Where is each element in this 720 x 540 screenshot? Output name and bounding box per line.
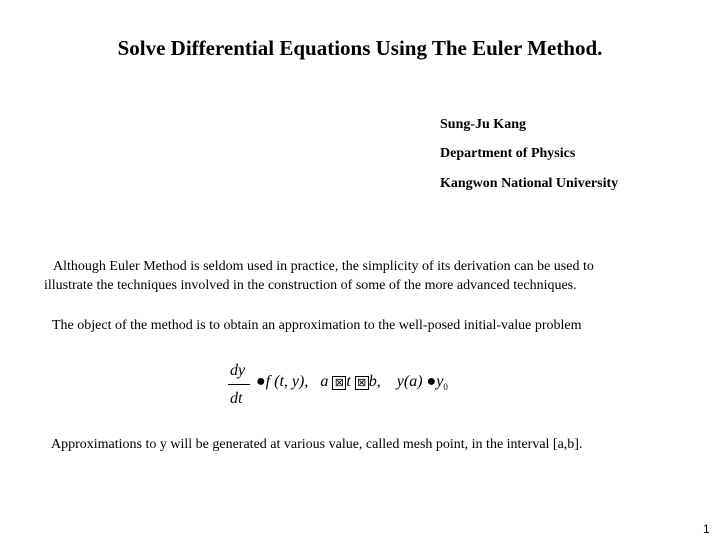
equation-rhs	[256, 373, 448, 392]
slide-title: Solve Differential Equations Using The Euler Method.	[117, 36, 603, 60]
paragraph-1-line-1: Although Euler Method is seldom used in practice, the simplicity of its derivation can be used to	[53, 259, 594, 274]
eq-a: a	[320, 373, 329, 390]
eq-f: f (t, y),	[265, 373, 309, 390]
eq-subscript: 0	[443, 382, 448, 393]
author-name: Sung-Ju Kang	[440, 117, 526, 132]
eq-t: t	[346, 373, 351, 390]
paragraph-3: Approximations to y will be generated at various value, called mesh point, in the interval [a,b].	[51, 437, 583, 452]
page-number: 1	[703, 522, 710, 536]
box-symbol: ⊠	[355, 376, 369, 390]
fraction-denominator: dt	[230, 390, 243, 407]
paragraph-2: The object of the method is to obtain an approximation to the well-posed initial-value problem	[52, 318, 582, 333]
eq-y0: y	[436, 373, 444, 390]
paragraph-1-line-2: illustrate the techniques involved in the construction of some of the more advanced techniques.	[44, 278, 577, 293]
eq-ya: y(a)	[396, 373, 423, 390]
box-symbol: ⊠	[332, 376, 346, 390]
author-department: Department of Physics	[440, 146, 576, 161]
bullet-symbol: ●	[426, 373, 437, 390]
fraction-bar	[228, 384, 250, 385]
bullet-symbol: ●	[256, 373, 266, 390]
author-university: Kangwon National University	[440, 176, 619, 191]
fraction-numerator: dy	[230, 362, 246, 379]
eq-b: b,	[368, 373, 381, 390]
